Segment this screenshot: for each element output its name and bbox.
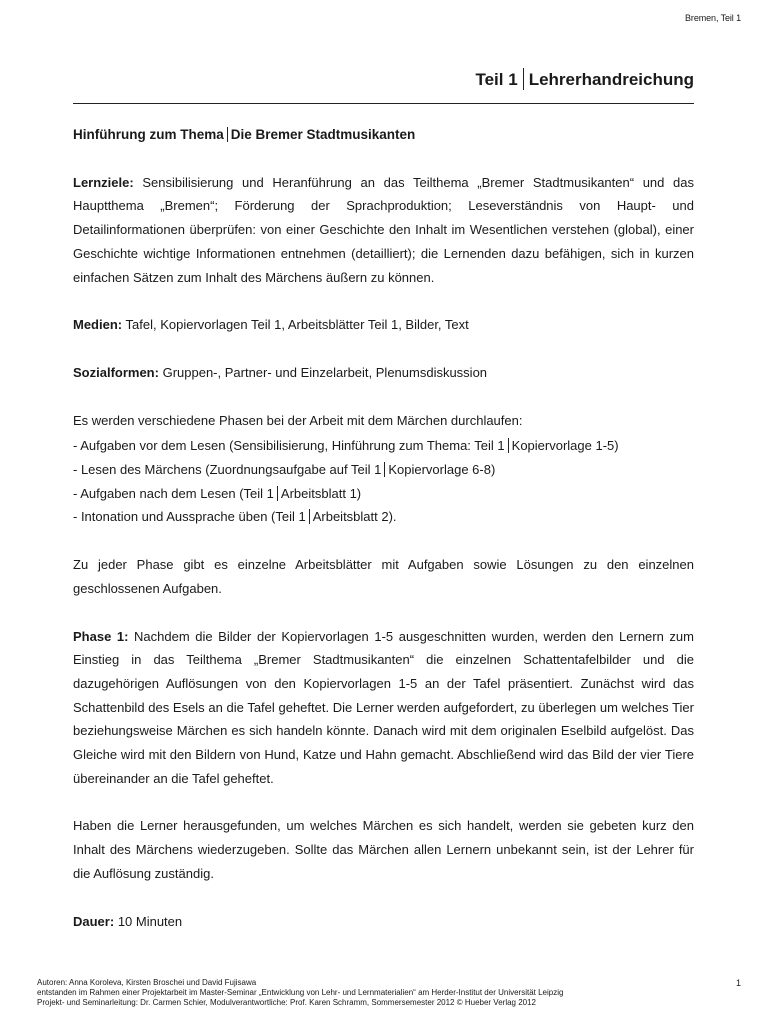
page-number: 1 — [735, 978, 741, 988]
section-heading-topic: Die Bremer Stadtmusikanten — [230, 127, 416, 142]
phases-intro: Es werden verschiedene Phasen bei der Arbeit mit dem Märchen durchlaufen: — [73, 412, 523, 428]
document-body — [73, 123, 694, 933]
footer — [37, 978, 712, 1008]
phase1-label: Phase 1: — [73, 628, 129, 644]
heading-separator — [227, 127, 228, 142]
running-head: Bremen, Teil 1 — [685, 13, 741, 23]
title-rule — [73, 103, 694, 104]
phase1-text: Nachdem die Bilder der Kopiervorlagen 1-5 ausgeschnitten wurden, werden den Lernern zum Einstieg in das Teilthema „Bremer Stadtmusikanten“ die einzelnen Schattentafelbilder und die dazugehörigen Auflösungen von den Kopiervorlagen 1-5 an der Tafel präsentiert. Zunächst wird das Schattenbild des Esels an die Tafel geheftet. Die Lerner werden aufgefordert, zu überlegen um welches Tier beziehungsweise Märchen es sich handeln könnte. Danach wird mit dem originalen Eselbild aufgelöst. Das Gleiche wird mit den Bildern von Hund, Katze und Hahn gemacht. Abschließend wird das Bild der vier Tiere übereinander an die Tafel geheftet. — [73, 628, 694, 786]
lernziele-text: Sensibilisierung und Heranführung an das Teilthema „Bremer Stadtmusikanten“ und das Hauptthema „Bremen“; Förderung der Sprachproduktion; Leseverständnis von Haupt- und Detailinformationen überprüfen: von einer Geschichte den Inhalt im Wesentlichen verstehen (global), einer Geschichte wichtige Informationen entnehmen (detailliert); die Lernenden dazu befähigen, sich in kurzen einfachen Sätzen zum Inhalt des Märchens äußern zu können. — [73, 174, 694, 285]
footer-credits: Projekt- und Seminarleitung: Dr. Carmen Schier, Modulverantwortliche: Prof. Karen Schramm, Sommersemester 2012 © Hueber Verlag 2012 — [37, 998, 537, 1007]
lernziele-label: Lernziele: — [73, 174, 134, 190]
page-title — [475, 68, 694, 90]
list-item: - Aufgaben nach dem Lesen (Teil 1 Arbeitsblatt 1) — [73, 485, 362, 501]
page-title-text: Lehrerhandreichung — [528, 70, 694, 89]
worksheets-note: Zu jeder Phase gibt es einzelne Arbeitsblätter mit Aufgaben sowie Lösungen zu den einzelnen geschlossenen Aufgaben. — [73, 557, 694, 596]
list-item: - Aufgaben vor dem Lesen (Sensibilisierung, Hinführung zum Thema: Teil 1 Kopiervorlage 1-5) — [73, 438, 619, 454]
title-separator — [523, 68, 524, 90]
phase1-paragraph — [73, 625, 694, 791]
footer-origin: entstanden im Rahmen einer Projektarbeit im Master-Seminar „Entwicklung von Lehr- und Lernmaterialien“ am Herder-Institut der Universität Leipzig — [37, 988, 564, 997]
section-heading-part: Hinführung zum Thema — [73, 127, 224, 142]
list-item: - Intonation und Aussprache üben (Teil 1 Arbeitsblatt 2). — [73, 509, 397, 525]
learners-paragraph: Haben die Lerner herausgefunden, um welches Märchen es sich handelt, werden sie gebeten kurz den Inhalt des Märchens wiederzugeben. Sollte das Märchen allen Lernern unbekannt sein, ist der Lehrer für die Auflösung zuständig. — [73, 818, 694, 881]
list-item: - Lesen des Märchens (Zuordnungsaufgabe auf Teil 1 Kopiervorlage 6-8) — [73, 462, 496, 478]
dauer-label: Dauer: — [73, 913, 115, 929]
page-title-part: Teil 1 — [475, 70, 518, 89]
dauer-paragraph — [73, 910, 694, 934]
medien-label: Medien: — [73, 317, 123, 333]
section-heading — [73, 123, 694, 147]
footer-authors: Autoren: Anna Koroleva, Kirsten Broschei und David Fujisawa — [37, 978, 257, 987]
sozialformen-label: Sozialformen: — [73, 364, 159, 380]
medien-paragraph — [73, 313, 694, 337]
medien-text: Tafel, Kopiervorlagen Teil 1, Arbeitsblätter Teil 1, Bilder, Text — [125, 317, 469, 333]
sozialformen-paragraph — [73, 361, 694, 385]
lernziele-paragraph — [73, 171, 694, 290]
dauer-text: 10 Minuten — [117, 913, 183, 929]
sozialformen-text: Gruppen-, Partner- und Einzelarbeit, Plenumsdiskussion — [162, 364, 488, 380]
